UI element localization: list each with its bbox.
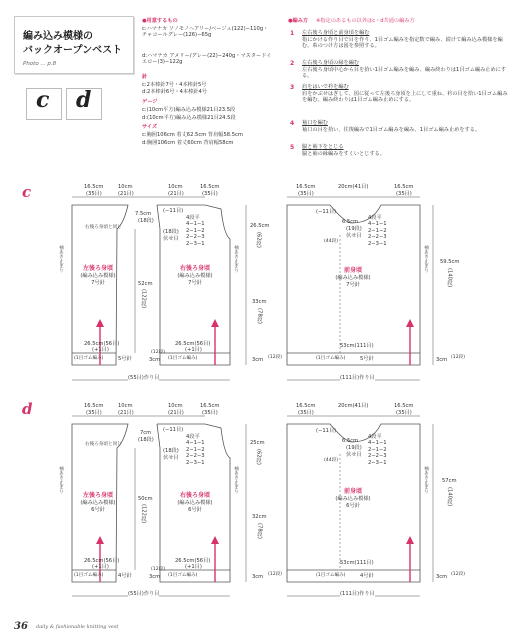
arrow-head — [96, 536, 104, 544]
c-left-back-needle: 7号針 — [91, 280, 105, 286]
d-front-shoulder-l: 16.5cm — [296, 403, 316, 409]
d-right-back-width: 26.5cm(56目) — [175, 558, 211, 564]
c-side-rows: (78段) — [256, 308, 263, 324]
c-front-title: 前身頃 — [343, 267, 362, 274]
c-front-shoulder-sts-l: (35目) — [298, 191, 314, 197]
diagram-c-label: c — [22, 183, 32, 201]
d-front-needle: 6号針 — [346, 503, 360, 509]
shaping-row: 4−1−1 — [186, 440, 205, 447]
letter-c-badge — [26, 88, 62, 120]
shaping-row: 2−1−2 — [186, 227, 205, 234]
c-right-shoulder-sts: (35目) — [202, 191, 218, 197]
d-yarn: d:ハマナカ アメリー/グレー(22)−240g・マスタードイエロー(3)−122g — [142, 53, 272, 66]
d-needle: d:2本棒針6号・4本棒針4号 — [142, 89, 207, 95]
d-total-rows: (140段) — [446, 487, 453, 507]
c-left-neck: 10cm — [118, 184, 133, 190]
shaping-row: 2−1−2 — [368, 227, 387, 234]
d-left-neck: 10cm — [118, 403, 133, 409]
d-right-back-title: 右後ろ身頃 — [179, 492, 210, 499]
c-front-shoulder-sts-r: (35目) — [396, 191, 412, 197]
d-front-neck-rows: (19段) — [346, 445, 362, 451]
d-front-armhole-note: 袖あき止まり — [423, 466, 429, 494]
c-length: 52cm — [138, 281, 153, 287]
title-line-2: バックオープンベスト — [23, 45, 123, 56]
needle-heading: 針 — [142, 74, 148, 80]
instructions-note: ※指定のあるもの以外はc・d共通の編み方 — [316, 18, 415, 24]
c-left-back-title: 左後ろ身頃 — [82, 265, 113, 272]
c-left-neck-sts: (21目) — [118, 191, 134, 197]
d-total: 57cm — [442, 478, 457, 484]
d-front-rib-rows: (12段) — [268, 572, 283, 577]
d-right-plus: (+1目) — [185, 564, 202, 570]
d-front-shoulder-sts-r: (35目) — [396, 410, 412, 416]
c-left-rib-label: (1目ゴム編み) — [74, 356, 104, 361]
shaping-row: 2−2−3 — [186, 234, 205, 241]
d-left-rib-label: (1目ゴム編み) — [74, 573, 104, 578]
step-number: 5 — [290, 144, 295, 151]
d-left-shoulder-sts: (35目) — [86, 410, 102, 416]
c-rib: 3cm — [149, 357, 161, 363]
c-front-shoulder-r: 16.5cm — [394, 184, 414, 190]
c-front-rib-r: 3cm — [436, 357, 448, 363]
c-right-plus: (+1目) — [185, 347, 202, 353]
d-front-shaping — [368, 434, 387, 466]
c-front-rib: 3cm — [252, 357, 264, 363]
c-left-armhole-note: 袖あき止まり — [58, 245, 64, 273]
step-title: 肩をはいで衿を編む — [302, 84, 349, 90]
photo-reference: Photo ... p.8 — [23, 61, 57, 67]
c-front-rib-needle: 5号針 — [360, 356, 374, 362]
c-right-shaping — [186, 215, 205, 247]
d-left-back-subtitle: (編み込み模様) — [80, 500, 116, 506]
arrow-head — [96, 319, 104, 327]
c-rib-rows: (12段) — [151, 350, 166, 355]
d-right-back-subtitle: (編み込み模様) — [177, 500, 213, 506]
d-front-rib-needle: 4号針 — [360, 573, 374, 579]
c-front-neck: 20cm(41目) — [338, 184, 369, 190]
shaping-row: 2−3−1 — [368, 240, 387, 247]
d-left-back-width: 26.5cm(56目) — [84, 558, 120, 564]
c-left-plus: (+1目) — [92, 347, 109, 353]
c-front-minus: (−11目) — [316, 209, 337, 215]
step-number: 4 — [290, 120, 295, 127]
c-cast-front: (111目)作り目 — [340, 375, 375, 381]
d-size: d:胸囲106cm 着丈60cm 背肩幅58cm — [142, 140, 234, 146]
c-right-fuse: 伏せ目 — [163, 236, 179, 242]
c-front-rib-label: (1目ゴム編み) — [316, 356, 346, 361]
shaping-row: 2−1−2 — [368, 446, 387, 453]
d-right-back-needle: 6号針 — [188, 507, 202, 513]
c-front-subtitle: (編み込み模様) — [335, 275, 371, 281]
step-title: 袖口を編む — [302, 120, 328, 126]
shaping-row: 4段平 — [186, 215, 200, 221]
d-cast-front: (111目)作り目 — [340, 591, 375, 597]
step-number: 1 — [290, 30, 295, 37]
shaping-row: 4段平 — [186, 434, 200, 440]
c-armhole-note-center: 袖あき止まり — [233, 245, 239, 273]
d-neck-len: 7cm — [140, 430, 152, 436]
footer-series: daily & fashionable knitting vest — [36, 624, 119, 630]
c-front-shoulder-l: 16.5cm — [296, 184, 316, 190]
title-line-1: 編み込み模様の — [23, 31, 93, 42]
d-right-rows: (18段) — [163, 448, 179, 454]
d-cast-back: (55目)作り目 — [128, 591, 160, 597]
size-heading: サイズ — [142, 124, 158, 130]
d-front-rib: 3cm — [252, 574, 264, 580]
d-front-fuse: 伏せ目 — [346, 452, 362, 458]
instructions-heading: ●編み方 — [288, 18, 309, 24]
step-number: 2 — [290, 60, 295, 67]
d-right-shoulder-sts: (35目) — [202, 410, 218, 416]
c-side: 33cm — [252, 299, 267, 305]
d-left-back-needle: 6号針 — [91, 507, 105, 513]
step-body: 肩をかぶせはぎして、図に従って左後ろ身頃を上にして重ね、衿の目を拾い1目ゴム編みを編む。編み終わりは1目ゴム編み止めにする。 — [302, 91, 508, 104]
d-front-rib-label: (1目ゴム編み) — [316, 573, 346, 578]
c-left-back-note: 右後ろ身頃と同じ — [85, 225, 122, 230]
step-body: 指にかける作り目で目を作り、1目ゴム編みを指定数で編み、続けて編み込み模様を編む。糸のつけ方は図を参照する。 — [302, 37, 503, 50]
shaping-row: 2−1−2 — [186, 446, 205, 453]
c-right-minus: (−11目) — [163, 208, 184, 214]
c-left-rib-needle: 5号針 — [118, 356, 132, 362]
c-left-shoulder-sts: (35目) — [86, 191, 102, 197]
c-yarn: c:ハマナカ ソノモノヘアリー/ベージュ(122)−110g・チャコールグレー(126)−65g — [142, 26, 269, 39]
c-right-shoulder: 16.5cm — [200, 184, 220, 190]
d-armhole-rows: (62段) — [255, 449, 262, 465]
d-front-width: 53cm(111目) — [340, 560, 374, 566]
diagram-d — [0, 396, 520, 611]
shaping-row: 4段平 — [368, 434, 382, 440]
page-number: 36 — [14, 621, 28, 632]
d-front-subtitle: (編み込み模様) — [335, 496, 371, 502]
d-right-shaping — [186, 434, 205, 466]
step-title: 左右後ろ身頃と前身頃を編む — [302, 30, 370, 36]
c-right-neck-sts: (21目) — [168, 191, 184, 197]
c-left-back-width: 26.5cm(56目) — [84, 341, 120, 347]
d-right-neck: 10cm — [168, 403, 183, 409]
c-right-rib-label: (1目ゴム編み) — [168, 356, 198, 361]
d-right-minus: (−11目) — [163, 427, 184, 433]
c-right-back-width: 26.5cm(56目) — [175, 341, 211, 347]
d-right-neck-sts: (21目) — [168, 410, 184, 416]
d-right-rib-label: (1目ゴム編み) — [168, 573, 198, 578]
d-side: 32cm — [252, 514, 267, 520]
d-armhole: 25cm — [250, 440, 265, 446]
c-front-44: (44段) — [324, 239, 339, 244]
step-body: 袖口の目を拾い、往復編みで1目ゴム編みを編み、1目ゴム編み止めをする。 — [302, 127, 481, 133]
letter-c: c — [36, 87, 50, 113]
d-left-plus: (+1目) — [92, 564, 109, 570]
d-front-shoulder-r: 16.5cm — [394, 403, 414, 409]
materials-heading: ●用意するもの — [142, 18, 178, 24]
c-neck-rows: (18段) — [138, 218, 154, 224]
c-front-shaping — [368, 215, 387, 247]
d-armhole-note-center: 袖あき止まり — [233, 466, 239, 494]
d-rib: 3cm — [149, 574, 161, 580]
d-front-rib-r: 3cm — [436, 574, 448, 580]
d-length: 50cm — [138, 496, 153, 502]
c-armhole: 26.5cm — [250, 223, 270, 229]
c-front-rib-rows-r: (12段) — [451, 355, 466, 360]
shaping-row: 4−1−1 — [368, 440, 387, 447]
d-right-shoulder: 16.5cm — [200, 403, 220, 409]
letter-d-badge — [66, 88, 102, 120]
c-right-neck: 10cm — [168, 184, 183, 190]
step-number: 3 — [290, 84, 295, 91]
c-front-neck-len: 6.5cm — [342, 219, 359, 225]
c-front-armhole-note: 袖あき止まり — [423, 245, 429, 273]
d-neck-rows: (18段) — [138, 437, 154, 443]
c-front-rib-rows: (12段) — [268, 355, 283, 360]
d-front-rib-rows-r: (12段) — [451, 572, 466, 577]
d-front-neck-len: 6.5cm — [342, 438, 359, 444]
step-title: 左右後ろ身頃の縁を編む — [302, 60, 360, 66]
d-front-title: 前身頃 — [343, 488, 362, 495]
d-front-minus: (−11目) — [316, 428, 337, 434]
d-side-rows: (78段) — [256, 523, 263, 539]
d-left-back-title: 左後ろ身頃 — [82, 492, 113, 499]
c-needle: c:2本棒針7号・4本棒針5号 — [142, 82, 207, 88]
shaping-row: 2−3−1 — [368, 459, 387, 466]
d-left-rib-needle: 4号針 — [118, 573, 132, 579]
shaping-row: 2−2−3 — [368, 234, 387, 241]
c-cast-back: (55目)作り目 — [128, 375, 160, 381]
d-left-shoulder: 16.5cm — [84, 403, 104, 409]
c-front-needle: 7号針 — [346, 282, 360, 288]
gauge-heading: ゲージ — [142, 99, 158, 105]
arrow-head — [406, 536, 414, 544]
step-body: 左右後ろ身頃中心から目を拾い1目ゴム編みを編み、編み終わりは1目ゴム編み止めにする。 — [302, 67, 507, 80]
d-left-back-note: 右後ろ身頃と同じ — [85, 442, 122, 447]
d-front-neck: 20cm(41目) — [338, 403, 369, 409]
c-left-back-subtitle: (編み込み模様) — [80, 273, 116, 279]
c-right-back-subtitle: (編み込み模様) — [177, 273, 213, 279]
arrow-head — [211, 319, 219, 327]
diagram-d-label: d — [22, 400, 33, 418]
c-right-rows: (18段) — [163, 229, 179, 235]
d-front-44: (44段) — [324, 458, 339, 463]
c-neck-len: 7.5cm — [135, 211, 152, 217]
d-left-armhole-note: 袖あき止まり — [58, 466, 64, 494]
c-front-fuse: 伏せ目 — [346, 233, 362, 239]
c-left-shoulder: 16.5cm — [84, 184, 104, 190]
shaping-row: 2−2−3 — [186, 453, 205, 460]
d-front-shoulder-sts-l: (35目) — [298, 410, 314, 416]
c-total: 59.5cm — [440, 259, 460, 265]
d-rib-rows: (12段) — [151, 567, 166, 572]
c-length-rows: (122段) — [140, 289, 147, 309]
c-gauge: c:(10cm平方)編み込み模様21目23.5段 — [142, 107, 236, 113]
shaping-row: 4−1−1 — [186, 221, 205, 228]
d-length-rows: (122段) — [140, 504, 147, 524]
c-armhole-rows: (62段) — [255, 232, 262, 248]
shaping-row: 2−2−3 — [368, 453, 387, 460]
c-right-back-title: 右後ろ身頃 — [179, 265, 210, 272]
step-title: 脇と袖下をとじる — [302, 144, 344, 150]
arrow-head — [406, 319, 414, 327]
d-gauge: d:(10cm平方)編み込み模様21目24.5段 — [142, 115, 236, 121]
c-total-rows: (140段) — [446, 268, 453, 288]
c-size: c:胸囲106cm 着丈62.5cm 背肩幅58.5cm — [142, 132, 243, 138]
c-front-width: 53cm(111目) — [340, 343, 374, 349]
shaping-row: 4−1−1 — [368, 221, 387, 228]
d-right-fuse: 伏せ目 — [163, 455, 179, 461]
c-front-neck-rows: (19段) — [346, 226, 362, 232]
arrow-head — [211, 536, 219, 544]
title-box — [14, 16, 134, 74]
letter-d: d — [76, 87, 92, 113]
shaping-row: 2−3−1 — [186, 240, 205, 247]
step-body: 脇と袖の縁編みをすくいとじする。 — [302, 151, 386, 157]
d-left-neck-sts: (21目) — [118, 410, 134, 416]
diagram-c — [0, 175, 520, 390]
shaping-row: 2−3−1 — [186, 459, 205, 466]
shaping-row: 4段平 — [368, 215, 382, 221]
c-right-back-needle: 7号針 — [188, 280, 202, 286]
